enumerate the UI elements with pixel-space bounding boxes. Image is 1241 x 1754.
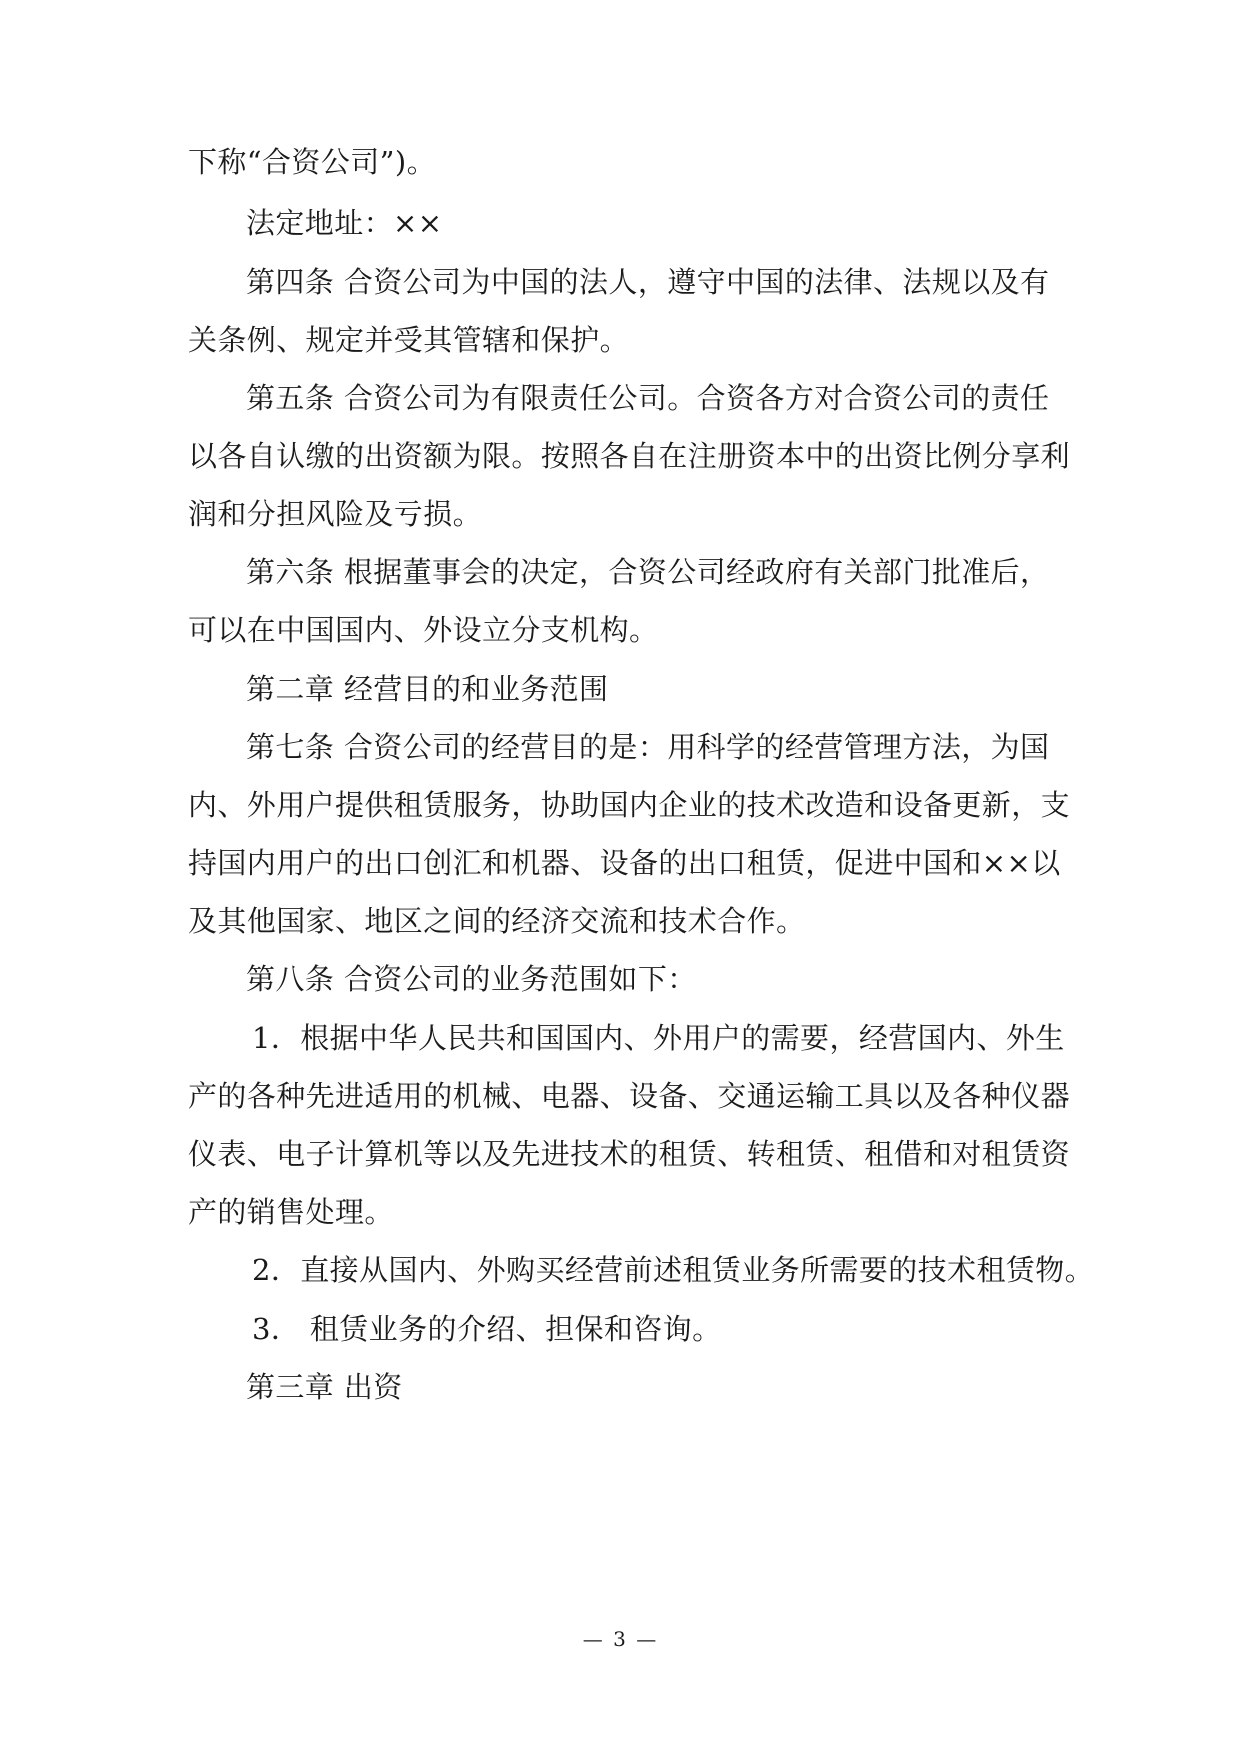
text-line: 第六条 根据董事会的决定，合资公司经政府有关部门批准后， xyxy=(246,555,1050,589)
text-line: 第八条 合资公司的业务范围如下： xyxy=(246,962,697,996)
text-line: 第七条 合资公司的经营目的是：用科学的经营管理方法，为国 xyxy=(246,730,1050,764)
text-line: 持国内用户的出口创汇和机器、设备的出口租赁，促进中国和××以 xyxy=(188,846,1061,880)
list-item: 3． 租赁业务的介绍、担保和咨询。 xyxy=(252,1312,722,1346)
text-line: 第五条 合资公司为有限责任公司。合资各方对合资公司的责任 xyxy=(246,381,1050,415)
text-line: 第四条 合资公司为中国的法人，遵守中国的法律、法规以及有 xyxy=(246,265,1050,299)
text-line: 下称“合资公司”)。 xyxy=(188,145,436,179)
list-item: 1．根据中华人民共和国国内、外用户的需要，经营国内、外生 xyxy=(252,1021,1065,1055)
page-number: — 3 — xyxy=(582,1627,659,1651)
text-line: 可以在中国国内、外设立分支机构。 xyxy=(188,613,659,647)
text-line: 以各自认缴的出资额为限。按照各自在注册资本中的出资比例分享利 xyxy=(188,439,1071,473)
text-line: 产的销售处理。 xyxy=(188,1195,394,1229)
text-line: 仪表、电子计算机等以及先进技术的租赁、转租赁、租借和对租赁资 xyxy=(188,1137,1071,1171)
chapter-heading: 第三章 出资 xyxy=(246,1370,403,1404)
list-item: 2．直接从国内、外购买经营前述租赁业务所需要的技术租赁物。 xyxy=(252,1253,1095,1287)
text-line: 内、外用户提供租赁服务，协助国内企业的技术改造和设备更新，支 xyxy=(188,788,1071,822)
text-line: 产的各种先进适用的机械、电器、设备、交通运输工具以及各种仪器 xyxy=(188,1079,1071,1113)
text-line: 法定地址：×× xyxy=(246,206,443,240)
chapter-heading: 第二章 经营目的和业务范围 xyxy=(246,672,609,706)
text-line: 润和分担风险及亏损。 xyxy=(188,497,483,531)
text-line: 及其他国家、地区之间的经济交流和技术合作。 xyxy=(188,904,806,938)
text-line: 关条例、规定并受其管辖和保护。 xyxy=(188,323,630,357)
